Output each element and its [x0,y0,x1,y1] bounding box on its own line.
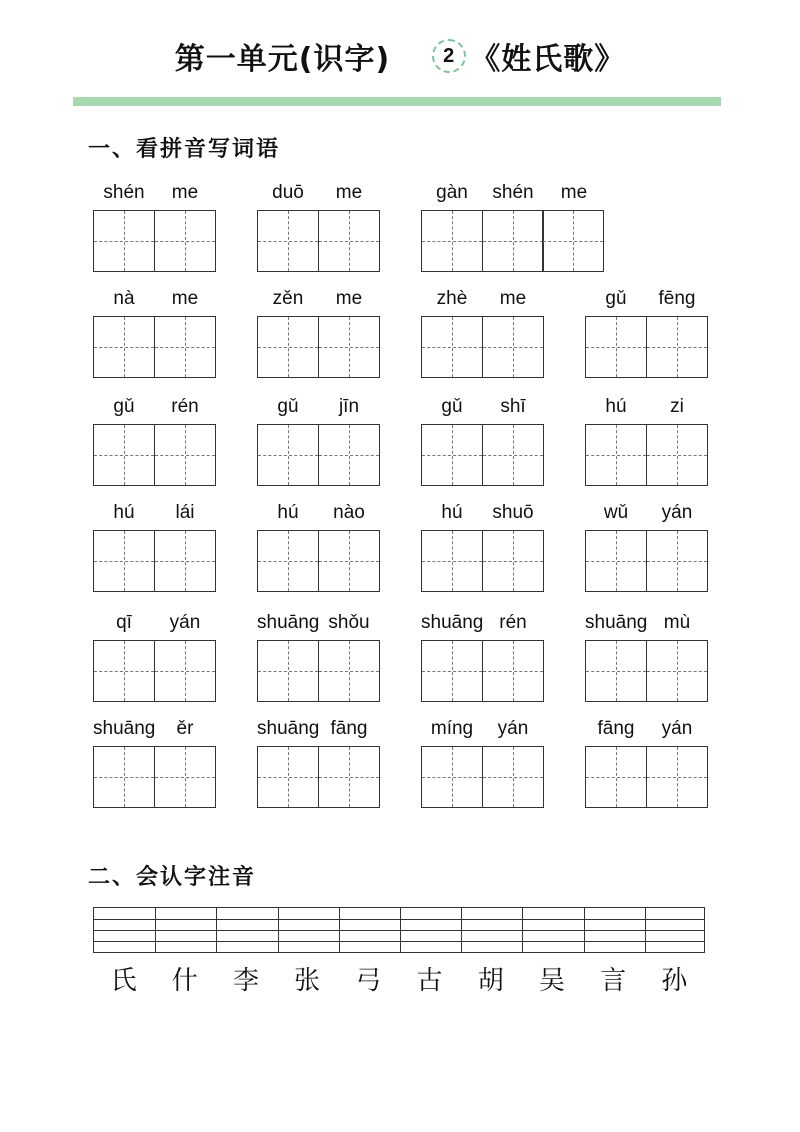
guide-line-vertical [616,641,617,701]
character-to-annotate: 弓 [355,966,382,996]
writing-box-row [257,530,380,592]
guide-line-vertical [452,317,453,377]
tian-zi-writing-box[interactable] [257,210,319,272]
pinyin-syllable: gǔ [113,396,135,417]
grid-line-vertical [278,908,279,952]
tian-zi-writing-box[interactable] [646,316,708,378]
pinyin-row [257,182,380,210]
tian-zi-writing-box[interactable] [154,640,216,702]
word-item [421,612,544,702]
pinyin-syllable: lái [175,502,195,523]
guide-line-vertical [452,747,453,807]
pinyin-syllable: mù [663,612,691,633]
guide-line-vertical [124,531,125,591]
pinyin-syllable: duō [272,182,304,203]
tian-zi-writing-box[interactable] [154,530,216,592]
word-item [421,718,544,808]
tian-zi-writing-box[interactable] [257,316,319,378]
writing-box-row [585,640,708,702]
guide-line-vertical [185,641,186,701]
guide-line-vertical [452,425,453,485]
writing-box-row [421,530,544,592]
pinyin-row [257,396,380,424]
tian-zi-writing-box[interactable] [646,530,708,592]
grid-line-vertical [584,908,585,952]
tian-zi-writing-box[interactable] [257,640,319,702]
guide-line-vertical [349,317,350,377]
pinyin-row [93,502,216,530]
tian-zi-writing-box[interactable] [482,210,544,272]
word-item [93,612,216,702]
pinyin-syllable: me [499,288,527,309]
word-item [585,612,708,702]
pinyin-syllable: zi [670,396,684,417]
guide-line-vertical [349,747,350,807]
tian-zi-writing-box[interactable] [318,530,380,592]
guide-line-vertical [513,747,514,807]
pinyin-syllable: shuāng [257,718,320,739]
pinyin-syllable: shuāng [93,718,156,739]
character-to-annotate: 孙 [661,966,688,996]
lesson-number-badge: 2 [432,39,466,73]
character-to-annotate: 吴 [538,966,565,996]
pinyin-syllable: shén [103,182,145,203]
tian-zi-writing-box[interactable] [318,210,380,272]
pinyin-syllable: shuō [492,502,534,523]
character-to-annotate: 古 [416,966,443,996]
pinyin-syllable: fāng [597,718,635,739]
guide-line-vertical [677,531,678,591]
section-heading-pinyin-words: 一、看拼音写词语 [88,136,281,162]
tian-zi-writing-box[interactable] [257,746,319,808]
guide-line-vertical [288,211,289,271]
unit-title: 第一单元(识字) [174,42,391,77]
word-item [93,502,216,592]
guide-line-vertical [349,641,350,701]
writing-box-row [421,746,544,808]
writing-box-row [585,316,708,378]
writing-box-row [421,316,544,378]
pinyin-syllable: zěn [272,288,304,309]
word-item [93,396,216,486]
grid-line-horizontal [94,941,704,942]
word-item [93,182,216,272]
writing-box-row [257,746,380,808]
character-to-annotate: 胡 [477,966,504,996]
grid-line-horizontal [94,919,704,920]
tian-zi-writing-box[interactable] [482,530,544,592]
pinyin-syllable: me [335,182,363,203]
pinyin-syllable: rén [499,612,527,633]
tian-zi-writing-box[interactable] [421,424,483,486]
section-heading-annotate-characters: 二、会认字注音 [88,864,257,890]
guide-line-vertical [452,531,453,591]
guide-line-vertical [616,425,617,485]
guide-line-vertical [513,211,514,271]
character-to-annotate: 李 [232,966,259,996]
pinyin-syllable: gǔ [605,288,627,309]
tian-zi-writing-box[interactable] [154,424,216,486]
pinyin-row [421,502,544,530]
tian-zi-writing-box[interactable] [257,424,319,486]
pinyin-row [421,288,544,316]
pinyin-row [257,612,380,640]
word-item [257,502,380,592]
character-to-annotate: 张 [294,966,321,996]
tian-zi-writing-box[interactable] [585,640,647,702]
guide-line-vertical [185,531,186,591]
writing-box-row [585,530,708,592]
pinyin-syllable: shuāng [585,612,648,633]
guide-line-vertical [124,211,125,271]
grid-line-vertical [522,908,523,952]
pinyin-syllable: yán [169,612,201,633]
pinyin-syllable: gǔ [441,396,463,417]
pinyin-syllable: gàn [436,182,468,203]
guide-line-vertical [677,641,678,701]
tian-zi-writing-box[interactable] [257,530,319,592]
pinyin-syllable: hú [605,396,627,417]
guide-line-vertical [124,747,125,807]
tian-zi-writing-box[interactable] [482,424,544,486]
tian-zi-writing-box[interactable] [154,210,216,272]
guide-line-vertical [513,317,514,377]
guide-line-vertical [616,317,617,377]
pinyin-row [257,502,380,530]
pinyin-row [93,288,216,316]
writing-box-row [421,424,544,486]
pinyin-row [93,718,216,746]
header-divider-bar [73,97,721,106]
writing-box-row [585,746,708,808]
pinyin-syllable: me [335,288,363,309]
pinyin-syllable: fēng [658,288,696,309]
guide-line-vertical [185,747,186,807]
writing-box-row [93,210,216,272]
tian-zi-writing-box[interactable] [93,424,155,486]
pinyin-syllable: hú [113,502,135,523]
guide-line-vertical [513,425,514,485]
pinyin-syllable: nà [113,288,135,309]
tian-zi-writing-box[interactable] [585,530,647,592]
grid-line-vertical [339,908,340,952]
pinyin-syllable: nào [333,502,365,523]
tian-zi-writing-box[interactable] [482,746,544,808]
pinyin-row [421,718,544,746]
guide-line-vertical [677,747,678,807]
pinyin-syllable: yán [497,718,529,739]
tian-zi-writing-box[interactable] [646,746,708,808]
tian-zi-writing-box[interactable] [318,424,380,486]
guide-line-vertical [124,641,125,701]
tian-zi-writing-box[interactable] [318,316,380,378]
pinyin-syllable: me [560,182,588,203]
pinyin-syllable: shuāng [257,612,320,633]
pinyin-syllable: shǒu [328,612,370,633]
pinyin-syllable: ěr [176,718,194,739]
tian-zi-writing-box[interactable] [318,640,380,702]
word-item [93,718,216,808]
pinyin-row [585,502,708,530]
guide-line-vertical [513,641,514,701]
tian-zi-writing-box[interactable] [93,530,155,592]
guide-line-vertical [452,211,453,271]
pinyin-syllable: qī [116,612,132,633]
tian-zi-writing-box[interactable] [542,210,604,272]
pinyin-syllable: fāng [330,718,368,739]
pinyin-row [257,288,380,316]
guide-line-vertical [185,317,186,377]
writing-box-row [257,424,380,486]
pinyin-syllable: hú [277,502,299,523]
pinyin-syllable: jīn [338,396,360,417]
pinyin-syllable: shī [500,396,526,417]
pinyin-syllable: shuāng [421,612,484,633]
word-item [585,718,708,808]
writing-box-row [93,640,216,702]
guide-line-vertical [124,317,125,377]
pinyin-row [93,182,216,210]
guide-line-vertical [349,531,350,591]
guide-line-vertical [349,211,350,271]
guide-line-vertical [349,425,350,485]
tian-zi-writing-box[interactable] [585,746,647,808]
tian-zi-writing-box[interactable] [318,746,380,808]
character-to-annotate: 氏 [110,966,137,996]
character-to-annotate: 言 [600,966,627,996]
writing-box-row [93,530,216,592]
word-item [257,612,380,702]
pinyin-syllable: hú [441,502,463,523]
tian-zi-writing-box[interactable] [646,640,708,702]
page-title [0,30,800,82]
writing-box-row [421,210,604,272]
pinyin-syllable: míng [430,718,474,739]
tian-zi-writing-box[interactable] [585,424,647,486]
word-item [257,288,380,378]
tian-zi-writing-box[interactable] [482,316,544,378]
word-item [257,718,380,808]
guide-line-vertical [616,747,617,807]
guide-line-vertical [677,317,678,377]
pinyin-syllable: shén [492,182,534,203]
tian-zi-writing-box[interactable] [421,530,483,592]
writing-box-row [93,746,216,808]
pinyin-syllable: me [171,182,199,203]
tian-zi-writing-box[interactable] [154,316,216,378]
tian-zi-writing-box[interactable] [482,640,544,702]
pinyin-syllable: gǔ [277,396,299,417]
grid-line-vertical [216,908,217,952]
tian-zi-writing-box[interactable] [585,316,647,378]
tian-zi-writing-box[interactable] [421,746,483,808]
pinyin-syllable: yán [661,718,693,739]
tian-zi-writing-box[interactable] [154,746,216,808]
tian-zi-writing-box[interactable] [93,640,155,702]
guide-line-vertical [124,425,125,485]
writing-box-row [585,424,708,486]
pinyin-row [93,396,216,424]
guide-line-vertical [573,211,574,271]
grid-line-vertical [461,908,462,952]
pinyin-row [585,288,708,316]
writing-box-row [257,316,380,378]
writing-box-row [257,210,380,272]
word-item [257,182,380,272]
word-item [421,396,544,486]
four-line-writing-grid[interactable] [93,907,705,953]
guide-line-vertical [288,531,289,591]
character-row [93,960,705,997]
word-item [93,288,216,378]
grid-line-vertical [155,908,156,952]
guide-line-vertical [288,747,289,807]
word-item [421,288,544,378]
tian-zi-writing-box[interactable] [93,316,155,378]
writing-box-row [421,640,544,702]
tian-zi-writing-box[interactable] [421,210,483,272]
tian-zi-writing-box[interactable] [93,210,155,272]
tian-zi-writing-box[interactable] [421,316,483,378]
pinyin-row [93,612,216,640]
grid-line-vertical [645,908,646,952]
pinyin-row [421,612,544,640]
pinyin-syllable: rén [171,396,199,417]
grid-line-vertical [400,908,401,952]
word-item [585,288,708,378]
guide-line-vertical [185,211,186,271]
guide-line-vertical [677,425,678,485]
word-item [421,502,544,592]
pinyin-row [421,182,604,210]
pinyin-syllable: wǔ [603,502,629,523]
guide-line-vertical [452,641,453,701]
pinyin-row [585,396,708,424]
pinyin-row [257,718,380,746]
word-item [257,396,380,486]
guide-line-vertical [185,425,186,485]
pinyin-syllable: me [171,288,199,309]
word-item [585,502,708,592]
tian-zi-writing-box[interactable] [421,640,483,702]
character-to-annotate: 什 [171,966,198,996]
tian-zi-writing-box[interactable] [93,746,155,808]
tian-zi-writing-box[interactable] [646,424,708,486]
writing-box-row [93,424,216,486]
guide-line-vertical [288,641,289,701]
lesson-title: 《姓氏歌》 [470,42,626,77]
pinyin-syllable: yán [661,502,693,523]
grid-line-horizontal [94,930,704,931]
writing-box-row [257,640,380,702]
guide-line-vertical [616,531,617,591]
guide-line-vertical [288,317,289,377]
writing-box-row [93,316,216,378]
guide-line-vertical [513,531,514,591]
pinyin-row [421,396,544,424]
pinyin-row [585,718,708,746]
word-item [585,396,708,486]
pinyin-syllable: zhè [436,288,468,309]
pinyin-row [585,612,708,640]
guide-line-vertical [288,425,289,485]
word-item [421,182,604,272]
